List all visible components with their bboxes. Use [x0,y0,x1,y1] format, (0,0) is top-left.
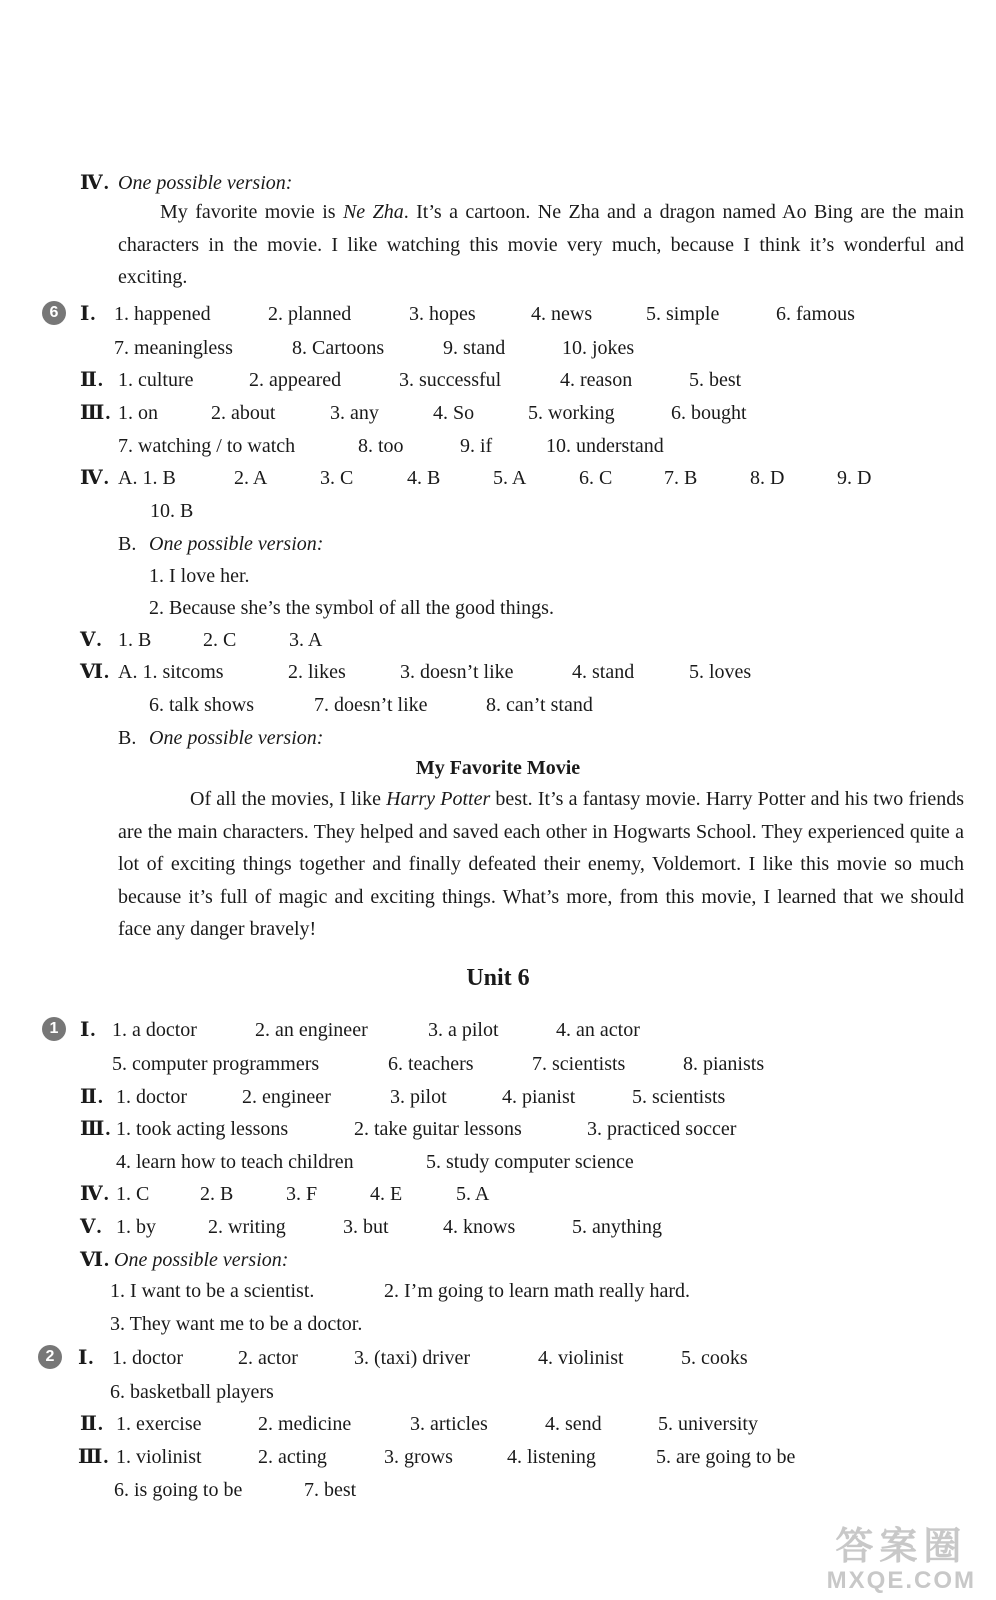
u6b-iii-roman: Ⅲ. [78,1446,110,1468]
u5-ii-a3: 3. successful [399,369,502,391]
essay-paragraph: Of all the movies, I like Harry Potter best. It’s a fantasy movie. Harry Potter and his two friends are the main characters. They helped and saved each other in Hogwarts School. They experienced quite a lot of exciting things together and finally defeated their enemy, Voldemort. I like this movie so much because it’s full of magic and exciting things. What’s more, from this movie, I learned that we should face any danger bravely! [118,788,964,940]
u6-ii-a4: 4. pianist [502,1086,576,1108]
u5-iii-a9: 9. if [460,435,493,457]
u5-i-a3: 3. hopes [409,303,476,325]
u6-v-roman: Ⅴ. [80,1216,103,1238]
u5-v-a3: 3. A [289,629,323,651]
u5-iii-a1: 1. on [118,402,158,424]
u6-ii-roman: Ⅱ. [80,1086,104,1108]
u6-ii-a3: 3. pilot [390,1086,447,1108]
u6-iii-a3: 3. practiced soccer [587,1118,737,1140]
u5-iv-a6: 6. C [579,467,613,489]
u6b-iii-a2: 2. acting [258,1446,327,1468]
u5-ii-roman: Ⅱ. [80,369,104,391]
u5-iii-a2: 2. about [211,402,276,424]
u5-vi-a1: A. 1. sitcoms [118,661,224,683]
u5-iv-a8: 8. D [750,467,785,489]
u5-i-a4: 4. news [531,303,593,325]
u6-i-a5: 5. computer programmers [112,1053,320,1075]
u6b-i-a4: 4. violinist [538,1347,624,1369]
u5-iv-b-letter: B. [118,533,137,555]
u6-ii-a2: 2. engineer [242,1086,331,1108]
u6-i-roman: Ⅰ. [80,1019,97,1041]
u5-v-roman: Ⅴ. [80,629,103,651]
u5-ii-a5: 5. best [689,369,742,391]
u5-iii-a5: 5. working [528,402,615,424]
u5-iv-a3: 3. C [320,467,354,489]
u6b-iii-a5: 5. are going to be [656,1446,796,1468]
watermark-text: 答案圈 [835,1526,968,1568]
u5-iv-a10: 10. B [150,500,194,522]
u6b-i-a2: 2. actor [238,1347,298,1369]
u6-i-a2: 2. an engineer [255,1019,368,1041]
u6-iii-a1: 1. took acting lessons [116,1118,289,1140]
u6-iii-a4: 4. learn how to teach children [116,1151,354,1173]
u6-iii-a2: 2. take guitar lessons [354,1118,522,1140]
u6-v-a3: 3. but [343,1216,389,1238]
section-marker-2: 2 [38,1345,62,1369]
u5-vi-a5: 5. loves [689,661,752,683]
u6b-iii-a3: 3. grows [384,1446,453,1468]
essay-title: My Favorite Movie [415,757,581,779]
u6-iv-a1: 1. C [116,1183,150,1205]
u5-i-a2: 2. planned [268,303,352,325]
u6-i-a4: 4. an actor [556,1019,640,1041]
u6-v-a5: 5. anything [572,1216,662,1238]
u5-iii-a8: 8. too [358,435,404,457]
u5-v-a2: 2. C [203,629,237,651]
u5-iv-b-ans2: 2. Because she’s the symbol of all the good things. [149,597,554,619]
u6-vi-label: One possible version: [114,1249,289,1271]
u5-iii-roman: Ⅲ. [80,402,112,424]
u6-i-a8: 8. pianists [683,1053,765,1075]
u6b-i-roman: Ⅰ. [78,1347,95,1369]
u6-i-a3: 3. a pilot [428,1019,499,1041]
u6b-ii-a5: 5. university [658,1413,758,1435]
u6-vi-a2: 2. I’m going to learn math really hard. [384,1280,691,1302]
u6b-ii-a3: 3. articles [410,1413,488,1435]
section-marker-6: 6 [42,301,66,325]
u6-iv-a2: 2. B [200,1183,234,1205]
u5-vi-a3: 3. doesn’t like [400,661,514,683]
u6b-iii-a1: 1. violinist [116,1446,202,1468]
u5-vi-a2: 2. likes [288,661,346,683]
unit-6-heading: Unit 6 [466,965,530,991]
u6b-ii-a2: 2. medicine [258,1413,352,1435]
u5-iv-a2: 2. A [234,467,268,489]
u5-ii-a4: 4. reason [560,369,633,391]
u6-vi-a1: 1. I want to be a scientist. [110,1280,315,1302]
u6b-iii-a4: 4. listening [507,1446,596,1468]
u5-iv-a9: 9. D [837,467,872,489]
u5-vi-b-label: One possible version: [149,727,324,749]
u5-vi-roman: Ⅵ. [80,661,110,683]
u5-iv-a5: 5. A [493,467,527,489]
u6-ii-a1: 1. doctor [116,1086,188,1108]
u6-i-a1: 1. a doctor [112,1019,197,1041]
u6-v-a1: 1. by [116,1216,156,1238]
s4-paragraph: My favorite movie is Ne Zha. It’s a cartoon. Ne Zha and a dragon named Ao Bing are the main characters in the movie. I like watching this movie very much, because I think it’s wonderful and exciting. [118,201,964,288]
section-marker-1: 1 [42,1017,66,1041]
s4-roman: Ⅳ. [80,172,110,194]
u6-iv-a5: 5. A [456,1183,490,1205]
u5-vi-a7: 7. doesn’t like [314,694,428,716]
u6-i-a6: 6. teachers [388,1053,474,1075]
u6b-ii-a4: 4. send [545,1413,602,1435]
u5-iii-a6: 6. bought [671,402,747,424]
u6b-iii-a7: 7. best [304,1479,357,1501]
u5-iii-a3: 3. any [330,402,379,424]
u6b-ii-roman: Ⅱ. [80,1413,104,1435]
u5-vi-a4: 4. stand [572,661,635,683]
u5-iv-b-label: One possible version: [149,533,324,555]
u5-i-a1: 1. happened [114,303,211,325]
u5-iii-a4: 4. So [433,402,475,424]
u5-v-a1: 1. B [118,629,152,651]
u5-iii-a10: 10. understand [546,435,664,457]
u6-iv-roman: Ⅳ. [80,1183,110,1205]
u6-iii-a5: 5. study computer science [426,1151,634,1173]
u6-v-a2: 2. writing [208,1216,286,1238]
u5-ii-a1: 1. culture [118,369,194,391]
u6-v-a4: 4. knows [443,1216,516,1238]
u6-i-a7: 7. scientists [532,1053,626,1075]
u6b-ii-a1: 1. exercise [116,1413,202,1435]
u5-iv-roman: Ⅳ. [80,467,110,489]
u5-iv-a1: A. 1. B [118,467,176,489]
u5-iii-a7: 7. watching / to watch [118,435,296,457]
u5-vi-a8: 8. can’t stand [486,694,593,716]
u6-iv-a3: 3. F [286,1183,318,1205]
u6-ii-a5: 5. scientists [632,1086,726,1108]
watermark-url: MXQE.COM [826,1567,976,1594]
s4-label: One possible version: [118,172,293,194]
u6b-i-a6: 6. basketball players [110,1381,274,1403]
u6-vi-a3: 3. They want me to be a doctor. [110,1313,363,1335]
watermark-logo [827,1526,976,1594]
u5-i-a10: 10. jokes [562,337,635,359]
u5-i-a5: 5. simple [646,303,720,325]
u6b-i-a1: 1. doctor [112,1347,184,1369]
u6b-iii-a6: 6. is going to be [114,1479,243,1501]
u6b-i-a5: 5. cooks [681,1347,748,1369]
u5-i-roman: Ⅰ. [80,303,97,325]
u5-i-a9: 9. stand [443,337,506,359]
u5-iv-a4: 4. B [407,467,441,489]
u5-vi-b-letter: B. [118,727,137,749]
u5-iv-a7: 7. B [664,467,698,489]
u5-i-a8: 8. Cartoons [292,337,385,359]
u6-vi-roman: Ⅵ. [80,1249,110,1271]
u5-i-a7: 7. meaningless [114,337,233,359]
u6-iii-roman: Ⅲ. [80,1118,112,1140]
u6b-i-a3: 3. (taxi) driver [354,1347,471,1369]
u6-iv-a4: 4. E [370,1183,403,1205]
u5-iv-b-ans1: 1. I love her. [149,565,250,587]
u5-i-a6: 6. famous [776,303,855,325]
u5-vi-a6: 6. talk shows [149,694,254,716]
u5-ii-a2: 2. appeared [249,369,342,391]
